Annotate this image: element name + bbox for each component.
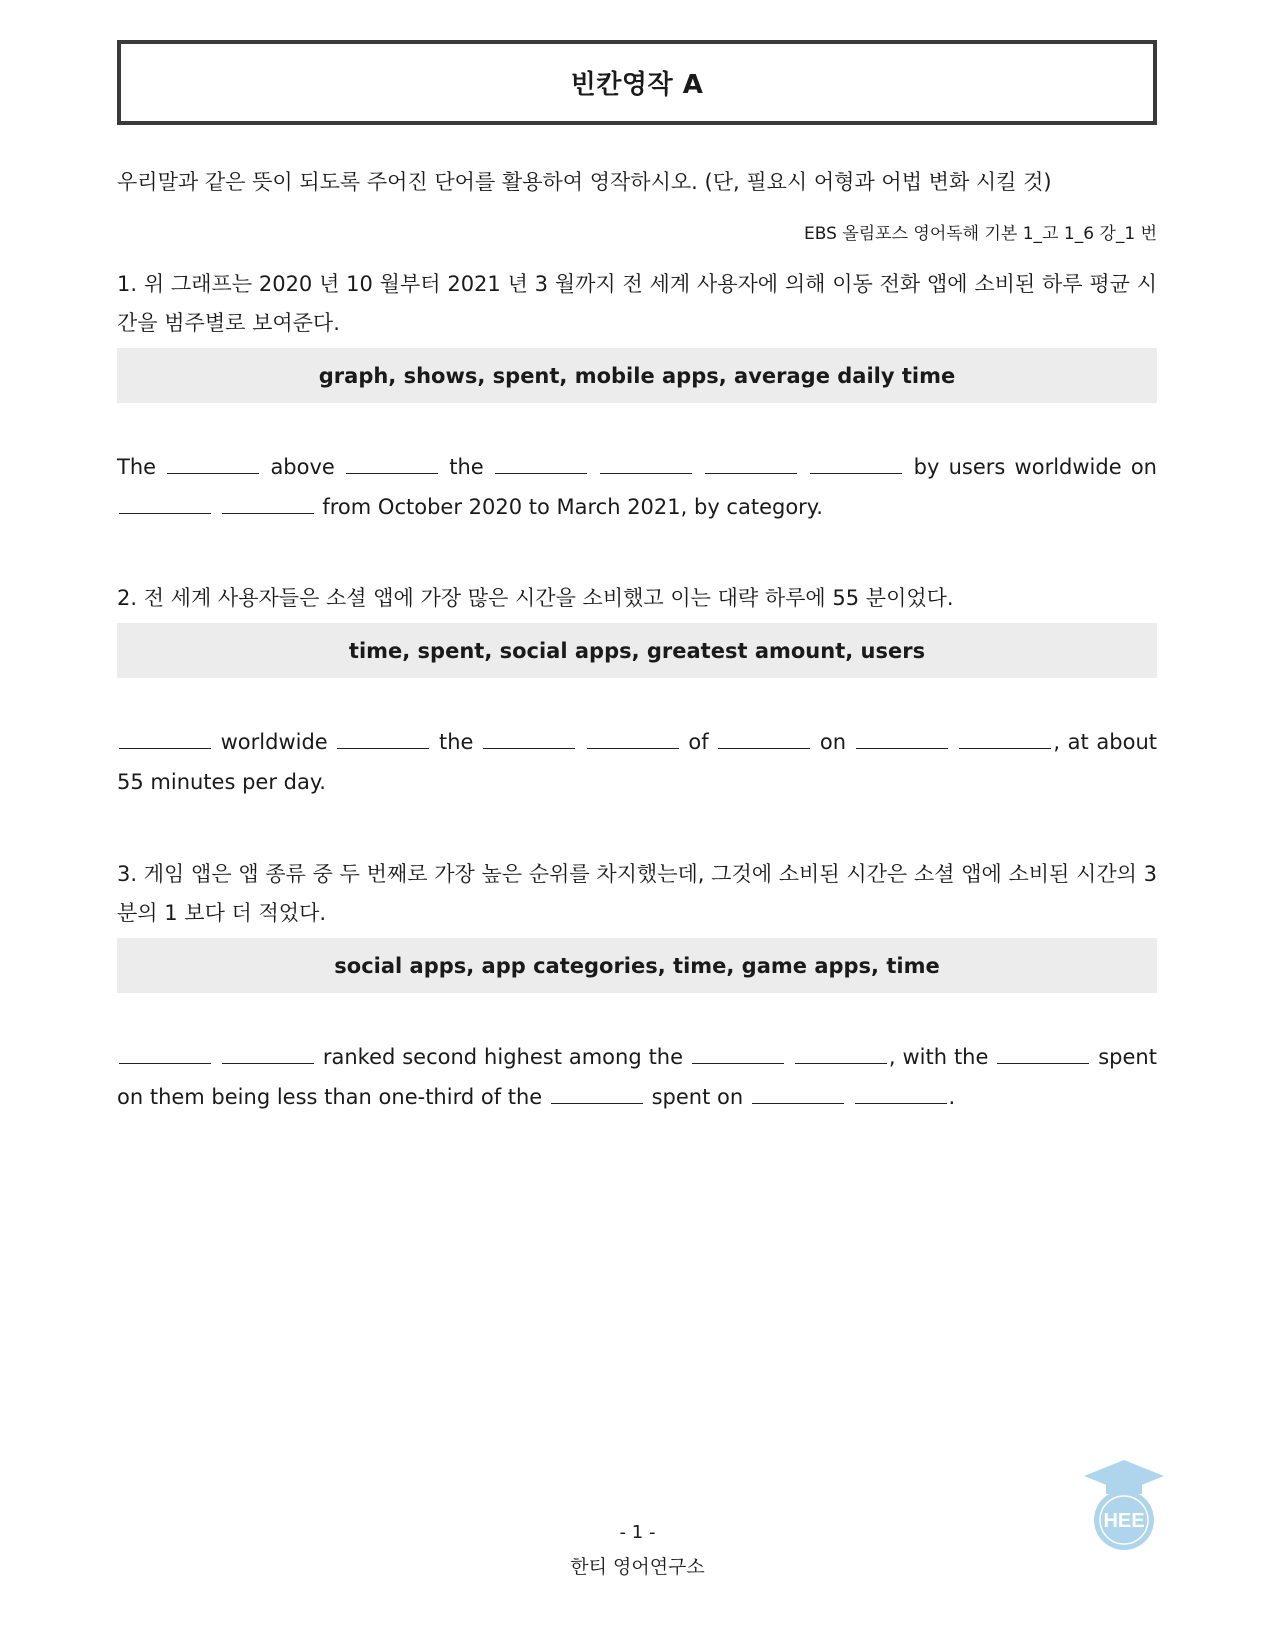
- answer-blank[interactable]: [959, 728, 1051, 749]
- title-box: [117, 40, 1157, 125]
- answer-blank[interactable]: [483, 728, 575, 749]
- answer-blank[interactable]: [795, 1043, 887, 1064]
- answer-blank[interactable]: [346, 453, 438, 474]
- answer-sentence: The above the by users worldwide on from October 2020 to March 2021, by category.: [117, 455, 1157, 519]
- instruction-text: 우리말과 같은 뜻이 되도록 주어진 단어를 활용하여 영작하시오. (단, 필요시 어형과 어법 변화 시킬 것): [117, 170, 1052, 194]
- answer-blank[interactable]: [718, 728, 810, 749]
- graduation-cap-icon: [1084, 1460, 1164, 1494]
- answer-blank[interactable]: [856, 728, 948, 749]
- answer-blank[interactable]: [600, 453, 692, 474]
- answer-sentence: ranked second highest among the , with the spent on them being less than one-third of the spent on .: [117, 1045, 1157, 1109]
- page-title: 빈칸영작 A: [570, 70, 704, 100]
- answer-blank[interactable]: [705, 453, 797, 474]
- answer-blank[interactable]: [551, 1083, 643, 1104]
- answer-blank[interactable]: [222, 493, 314, 514]
- word-bank: social apps, app categories, time, game apps, time: [117, 938, 1157, 993]
- answer-blank[interactable]: [997, 1043, 1089, 1064]
- word-bank: time, spent, social apps, greatest amount, users: [117, 623, 1157, 678]
- organization-name: 한티 영어연구소: [570, 1556, 705, 1578]
- question-2: [117, 579, 1157, 802]
- answer-sentence: worldwide the of on , at about 55 minutes per day.: [117, 730, 1157, 794]
- question-1: [117, 265, 1157, 527]
- answer-blank[interactable]: [810, 453, 902, 474]
- answer-blank[interactable]: [222, 1043, 314, 1064]
- question-korean: 3. 게임 앱은 앱 종류 중 두 번째로 가장 높은 순위를 차지했는데, 그것에 소비된 시간은 소셜 앱에 소비된 시간의 3 분의 1 보다 더 적었다.: [117, 862, 1157, 925]
- source-reference: EBS 올림포스 영어독해 기본 1_고 1_6 강_1 번: [804, 224, 1157, 244]
- answer-blank[interactable]: [337, 728, 429, 749]
- answer-blank[interactable]: [119, 1043, 211, 1064]
- logo-text: HEE: [1103, 1510, 1145, 1532]
- page-number: - 1 -: [619, 1522, 656, 1543]
- answer-blank[interactable]: [752, 1083, 844, 1104]
- question-korean: 2. 전 세계 사용자들은 소셜 앱에 가장 많은 시간을 소비했고 이는 대략 하루에 55 분이었다.: [117, 586, 954, 610]
- answer-blank[interactable]: [495, 453, 587, 474]
- answer-blank[interactable]: [855, 1083, 947, 1104]
- question-korean: 1. 위 그래프는 2020 년 10 월부터 2021 년 3 월까지 전 세계 사용자에 의해 이동 전화 앱에 소비된 하루 평균 시간을 범주별로 보여준다.: [117, 272, 1157, 335]
- answer-blank[interactable]: [692, 1043, 784, 1064]
- answer-blank[interactable]: [119, 728, 211, 749]
- question-3: [117, 855, 1157, 1117]
- worksheet-page: [117, 40, 1157, 1109]
- answer-blank[interactable]: [167, 453, 259, 474]
- word-bank: graph, shows, spent, mobile apps, average daily time: [117, 348, 1157, 403]
- answer-blank[interactable]: [119, 493, 211, 514]
- answer-blank[interactable]: [587, 728, 679, 749]
